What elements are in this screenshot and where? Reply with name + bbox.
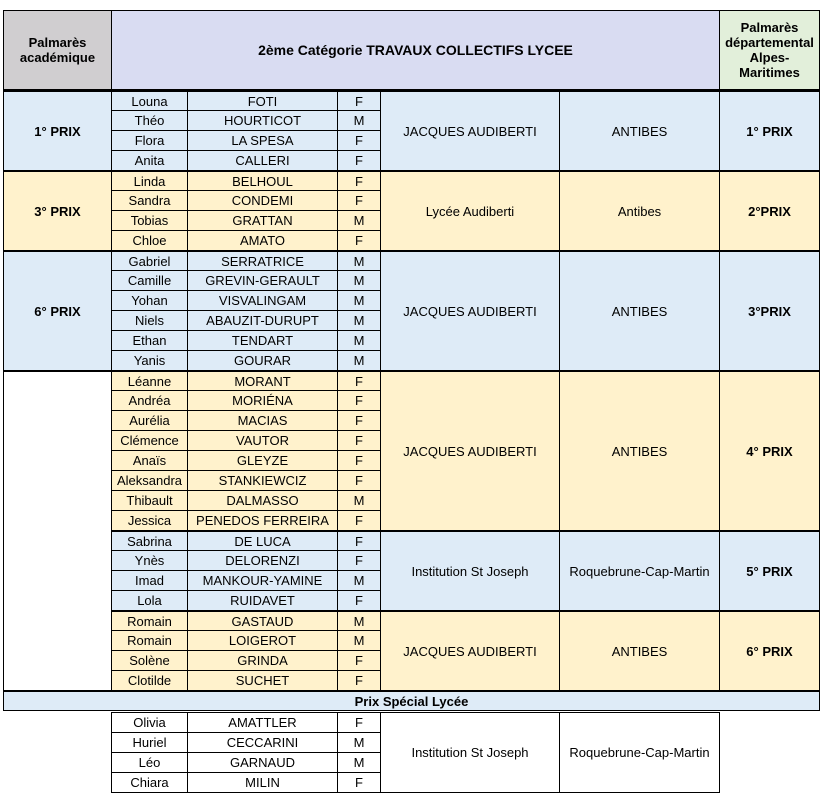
school-name: Lycée Audiberti [380,170,560,251]
student-first-name: Anita [111,150,188,171]
student-last-name: GASTAUD [187,610,338,631]
student-first-name: Sandra [111,190,188,211]
student-sex: F [337,230,381,251]
student-last-name: VISVALINGAM [187,290,338,311]
student-sex: M [337,250,381,271]
student-sex: F [337,430,381,451]
school-name: JACQUES AUDIBERTI [380,90,560,171]
student-sex: F [337,130,381,151]
student-sex: M [337,350,381,371]
special-student-sex: M [337,752,381,773]
special-student-last-name: AMATTLER [187,712,338,733]
student-last-name: FOTI [187,90,338,111]
academic-header: Palmarès académique [3,10,112,90]
student-first-name: Solène [111,650,188,671]
student-last-name: DE LUCA [187,530,338,551]
departmental-prize: 2°PRIX [719,170,820,251]
departmental-prize: 6° PRIX [719,610,820,691]
student-sex: F [337,650,381,671]
student-last-name: SERRATRICE [187,250,338,271]
student-first-name: Louna [111,90,188,111]
student-last-name: CALLERI [187,150,338,171]
student-first-name: Andréa [111,390,188,411]
city-name: Roquebrune-Cap-Martin [559,530,720,611]
student-first-name: Tobias [111,210,188,231]
student-first-name: Aurélia [111,410,188,431]
student-first-name: Romain [111,610,188,631]
student-first-name: Clotilde [111,670,188,691]
special-prize-title: Prix Spécial Lycée [3,690,820,711]
student-sex: F [337,550,381,571]
student-sex: M [337,290,381,311]
student-last-name: DALMASSO [187,490,338,511]
student-last-name: LA SPESA [187,130,338,151]
student-first-name: Clémence [111,430,188,451]
student-first-name: Aleksandra [111,470,188,491]
special-student-last-name: GARNAUD [187,752,338,773]
school-name: Institution St Joseph [380,530,560,611]
city-name: ANTIBES [559,370,720,531]
student-first-name: Sabrina [111,530,188,551]
student-sex: F [337,530,381,551]
student-last-name: GREVIN-GERAULT [187,270,338,291]
student-last-name: MANKOUR-YAMINE [187,570,338,591]
student-sex: F [337,390,381,411]
student-last-name: CONDEMI [187,190,338,211]
category-header: 2ème Catégorie TRAVAUX COLLECTIFS LYCEE [111,10,720,90]
departmental-header: Palmarès départemental Alpes-Maritimes [719,10,820,90]
departmental-prize: 3°PRIX [719,250,820,371]
student-first-name: Camille [111,270,188,291]
student-last-name: VAUTOR [187,430,338,451]
academic-prize: 1° PRIX [3,90,112,171]
student-last-name: GLEYZE [187,450,338,471]
city-name: ANTIBES [559,610,720,691]
student-sex: M [337,330,381,351]
student-first-name: Flora [111,130,188,151]
student-first-name: Chloe [111,230,188,251]
student-last-name: MACIAS [187,410,338,431]
student-sex: M [337,490,381,511]
student-last-name: AMATO [187,230,338,251]
student-first-name: Ynès [111,550,188,571]
student-first-name: Gabriel [111,250,188,271]
city-name: Antibes [559,170,720,251]
student-last-name: MORIÉNA [187,390,338,411]
special-student-first-name: Huriel [111,732,188,753]
student-sex: F [337,370,381,391]
student-first-name: Théo [111,110,188,131]
student-last-name: GOURAR [187,350,338,371]
student-first-name: Linda [111,170,188,191]
student-last-name: LOIGEROT [187,630,338,651]
school-name: JACQUES AUDIBERTI [380,610,560,691]
student-first-name: Anaïs [111,450,188,471]
student-sex: F [337,670,381,691]
student-last-name: HOURTICOT [187,110,338,131]
special-student-sex: F [337,772,381,793]
student-last-name: GRATTAN [187,210,338,231]
student-sex: M [337,110,381,131]
student-last-name: GRINDA [187,650,338,671]
student-sex: F [337,170,381,191]
student-sex: M [337,310,381,331]
student-last-name: MORANT [187,370,338,391]
student-sex: M [337,610,381,631]
student-sex: F [337,410,381,431]
academic-prize [3,530,112,611]
city-name: ANTIBES [559,250,720,371]
student-last-name: ABAUZIT-DURUPT [187,310,338,331]
school-name: JACQUES AUDIBERTI [380,370,560,531]
student-last-name: STANKIEWCIZ [187,470,338,491]
departmental-prize: 4° PRIX [719,370,820,531]
student-sex: F [337,150,381,171]
student-first-name: Imad [111,570,188,591]
special-student-first-name: Olivia [111,712,188,733]
special-student-first-name: Chiara [111,772,188,793]
student-first-name: Thibault [111,490,188,511]
student-last-name: DELORENZI [187,550,338,571]
academic-prize: 3° PRIX [3,170,112,251]
student-sex: M [337,630,381,651]
school-name: JACQUES AUDIBERTI [380,250,560,371]
student-sex: F [337,190,381,211]
student-sex: M [337,270,381,291]
special-student-first-name: Léo [111,752,188,773]
student-sex: F [337,510,381,531]
student-sex: F [337,450,381,471]
student-sex: M [337,570,381,591]
student-first-name: Jessica [111,510,188,531]
student-first-name: Ethan [111,330,188,351]
student-last-name: TENDART [187,330,338,351]
academic-prize: 6° PRIX [3,250,112,371]
academic-prize [3,370,112,531]
departmental-prize: 5° PRIX [719,530,820,611]
student-last-name: RUIDAVET [187,590,338,611]
student-first-name: Yanis [111,350,188,371]
student-first-name: Romain [111,630,188,651]
special-student-last-name: CECCARINI [187,732,338,753]
student-last-name: PENEDOS FERREIRA [187,510,338,531]
special-student-sex: F [337,712,381,733]
academic-prize [3,610,112,691]
student-first-name: Yohan [111,290,188,311]
student-first-name: Niels [111,310,188,331]
student-sex: F [337,590,381,611]
special-city-name: Roquebrune-Cap-Martin [559,712,720,793]
departmental-prize: 1° PRIX [719,90,820,171]
special-student-last-name: MILIN [187,772,338,793]
student-first-name: Lola [111,590,188,611]
city-name: ANTIBES [559,90,720,171]
student-first-name: Léanne [111,370,188,391]
student-sex: F [337,90,381,111]
special-school-name: Institution St Joseph [380,712,560,793]
student-last-name: SUCHET [187,670,338,691]
student-sex: F [337,470,381,491]
student-last-name: BELHOUL [187,170,338,191]
special-student-sex: M [337,732,381,753]
student-sex: M [337,210,381,231]
